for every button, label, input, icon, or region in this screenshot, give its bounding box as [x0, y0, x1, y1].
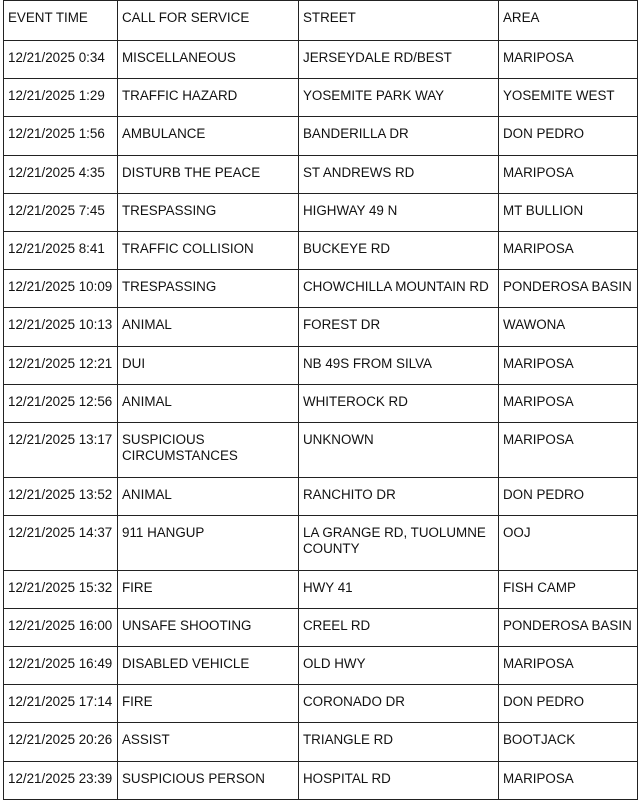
- event-time-cell: 12/21/2025 13:17: [4, 422, 118, 477]
- header-area: AREA: [499, 1, 638, 41]
- street-cell: CORONADO DR: [299, 685, 499, 723]
- call-for-service-cell: ANIMAL: [118, 308, 299, 346]
- street-cell: BUCKEYE RD: [299, 231, 499, 269]
- area-cell: YOSEMITE WEST: [499, 79, 638, 117]
- event-time-cell: 12/21/2025 1:29: [4, 79, 118, 117]
- street-cell: LA GRANGE RD, TUOLUMNE COUNTY: [299, 515, 499, 570]
- table-row: [4, 193, 638, 231]
- street-cell: TRIANGLE RD: [299, 723, 499, 761]
- call-for-service-cell: TRESPASSING: [118, 193, 299, 231]
- street-cell: HIGHWAY 49 N: [299, 193, 499, 231]
- area-cell: MARIPOSA: [499, 155, 638, 193]
- street-cell: NB 49S FROM SILVA: [299, 346, 499, 384]
- call-for-service-cell: UNSAFE SHOOTING: [118, 608, 299, 646]
- table-row: [4, 155, 638, 193]
- table-row: [4, 79, 638, 117]
- call-for-service-cell: 911 HANGUP: [118, 515, 299, 570]
- table-row: [4, 723, 638, 761]
- event-time-cell: 12/21/2025 16:49: [4, 647, 118, 685]
- table-row: [4, 608, 638, 646]
- area-cell: WAWONA: [499, 308, 638, 346]
- area-cell: DON PEDRO: [499, 685, 638, 723]
- call-for-service-cell: FIRE: [118, 685, 299, 723]
- area-cell: DON PEDRO: [499, 117, 638, 155]
- street-cell: FOREST DR: [299, 308, 499, 346]
- area-cell: MARIPOSA: [499, 346, 638, 384]
- event-time-cell: 12/21/2025 8:41: [4, 231, 118, 269]
- call-for-service-cell: TRAFFIC COLLISION: [118, 231, 299, 269]
- call-for-service-cell: DUI: [118, 346, 299, 384]
- area-cell: MARIPOSA: [499, 761, 638, 799]
- area-cell: MARIPOSA: [499, 41, 638, 79]
- area-cell: BOOTJACK: [499, 723, 638, 761]
- street-cell: CREEL RD: [299, 608, 499, 646]
- dispatch-log-table: [3, 0, 638, 800]
- area-cell: FISH CAMP: [499, 570, 638, 608]
- call-for-service-cell: AMBULANCE: [118, 117, 299, 155]
- header-event-time: EVENT TIME: [4, 1, 118, 41]
- area-cell: MARIPOSA: [499, 384, 638, 422]
- call-for-service-cell: ANIMAL: [118, 384, 299, 422]
- table-row: [4, 270, 638, 308]
- call-for-service-cell: ASSIST: [118, 723, 299, 761]
- event-time-cell: 12/21/2025 23:39: [4, 761, 118, 799]
- street-cell: HOSPITAL RD: [299, 761, 499, 799]
- street-cell: OLD HWY: [299, 647, 499, 685]
- call-for-service-cell: SUSPICIOUS PERSON: [118, 761, 299, 799]
- table-row: [4, 346, 638, 384]
- call-for-service-cell: SUSPICIOUS CIRCUMSTANCES: [118, 422, 299, 477]
- event-time-cell: 12/21/2025 13:52: [4, 477, 118, 515]
- street-cell: WHITEROCK RD: [299, 384, 499, 422]
- call-for-service-cell: TRAFFIC HAZARD: [118, 79, 299, 117]
- event-time-cell: 12/21/2025 12:56: [4, 384, 118, 422]
- street-cell: BANDERILLA DR: [299, 117, 499, 155]
- event-time-cell: 12/21/2025 17:14: [4, 685, 118, 723]
- call-for-service-cell: ANIMAL: [118, 477, 299, 515]
- table-row: [4, 515, 638, 570]
- call-for-service-cell: DISABLED VEHICLE: [118, 647, 299, 685]
- street-cell: JERSEYDALE RD/BEST: [299, 41, 499, 79]
- event-time-cell: 12/21/2025 20:26: [4, 723, 118, 761]
- event-time-cell: 12/21/2025 7:45: [4, 193, 118, 231]
- street-cell: CHOWCHILLA MOUNTAIN RD: [299, 270, 499, 308]
- table-row: [4, 570, 638, 608]
- area-cell: MT BULLION: [499, 193, 638, 231]
- street-cell: ST ANDREWS RD: [299, 155, 499, 193]
- event-time-cell: 12/21/2025 1:56: [4, 117, 118, 155]
- header-call-for-service: CALL FOR SERVICE: [118, 1, 299, 41]
- call-for-service-cell: FIRE: [118, 570, 299, 608]
- area-cell: PONDEROSA BASIN: [499, 270, 638, 308]
- event-time-cell: 12/21/2025 14:37: [4, 515, 118, 570]
- call-for-service-cell: TRESPASSING: [118, 270, 299, 308]
- table-row: [4, 308, 638, 346]
- call-for-service-cell: DISTURB THE PEACE: [118, 155, 299, 193]
- street-cell: RANCHITO DR: [299, 477, 499, 515]
- table-row: [4, 384, 638, 422]
- event-time-cell: 12/21/2025 4:35: [4, 155, 118, 193]
- area-cell: PONDEROSA BASIN: [499, 608, 638, 646]
- event-time-cell: 12/21/2025 0:34: [4, 41, 118, 79]
- area-cell: OOJ: [499, 515, 638, 570]
- area-cell: MARIPOSA: [499, 422, 638, 477]
- table-header-row: [4, 1, 638, 41]
- event-time-cell: 12/21/2025 10:13: [4, 308, 118, 346]
- header-street: STREET: [299, 1, 499, 41]
- street-cell: YOSEMITE PARK WAY: [299, 79, 499, 117]
- area-cell: MARIPOSA: [499, 647, 638, 685]
- table-row: [4, 685, 638, 723]
- event-time-cell: 12/21/2025 10:09: [4, 270, 118, 308]
- table-row: [4, 761, 638, 799]
- table-row: [4, 117, 638, 155]
- event-time-cell: 12/21/2025 15:32: [4, 570, 118, 608]
- area-cell: DON PEDRO: [499, 477, 638, 515]
- table-row: [4, 422, 638, 477]
- table-row: [4, 41, 638, 79]
- event-time-cell: 12/21/2025 16:00: [4, 608, 118, 646]
- area-cell: MARIPOSA: [499, 231, 638, 269]
- table-row: [4, 477, 638, 515]
- street-cell: UNKNOWN: [299, 422, 499, 477]
- street-cell: HWY 41: [299, 570, 499, 608]
- event-time-cell: 12/21/2025 12:21: [4, 346, 118, 384]
- call-for-service-cell: MISCELLANEOUS: [118, 41, 299, 79]
- table-row: [4, 647, 638, 685]
- table-row: [4, 231, 638, 269]
